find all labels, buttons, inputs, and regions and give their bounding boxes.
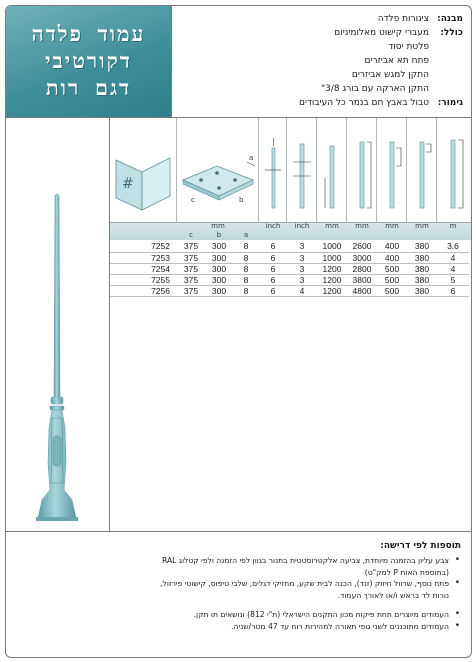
bracket-drawing-cell (110, 118, 177, 222)
pole-profile-cell (437, 118, 469, 222)
base-plate-drawing (177, 118, 259, 222)
pole-profile-cell (407, 118, 437, 222)
spec-table (110, 241, 469, 297)
table-cell: 8 (233, 252, 259, 263)
pole-profile-drawing (347, 118, 377, 222)
table-cell: 2800 (347, 263, 377, 274)
spec-value: צינורות פלדה (377, 14, 429, 24)
table-row (110, 274, 469, 285)
note-item-continuation: (בתוספת האות P למק"ט) (364, 567, 449, 577)
spec-row (178, 26, 463, 40)
table-cell: 4 (437, 252, 469, 263)
svg-text:b: b (239, 196, 244, 204)
spec-value: פתח תא אביזרים (364, 56, 429, 66)
spec-row (178, 68, 463, 82)
pole-profile-drawing (437, 118, 469, 222)
table-cell: 375 (177, 285, 205, 296)
table-cell: 3800 (347, 274, 377, 285)
table-cell: 6 (259, 241, 287, 252)
table-cell: 6 (259, 274, 287, 285)
spec-row (178, 40, 463, 54)
svg-text:a: a (249, 154, 254, 162)
table-cell: 3000 (347, 252, 377, 263)
catalog-sheet (5, 5, 472, 658)
table-cell: 4 (287, 285, 317, 296)
table-cell: 380 (407, 252, 437, 263)
base-plate-drawing-cell (177, 118, 259, 222)
spec-value: התקן למגש אביזרים (351, 70, 429, 80)
unit-label: m (449, 222, 457, 230)
table-cell: 8 (233, 241, 259, 252)
dimension-sub-labels (110, 231, 471, 240)
notes-title: תוספות לפי דרישה: (380, 541, 461, 551)
catalog-number: 7255 (110, 274, 177, 285)
spec-key (429, 54, 463, 68)
dimension-drawings (110, 118, 471, 222)
table-cell: 375 (177, 241, 205, 252)
units-row (110, 222, 471, 231)
spec-row (178, 54, 463, 68)
pole-profile-drawing (317, 118, 347, 222)
spec-key: גימור: (437, 98, 463, 108)
pole-profile-cell (287, 118, 317, 222)
table-cell: 500 (377, 263, 407, 274)
table-cell: 500 (377, 274, 407, 285)
pole-profile-cell (377, 118, 407, 222)
table-cell: 380 (407, 263, 437, 274)
spec-key (429, 82, 463, 96)
spec-value: מעברי קישוט מאלומיניום (334, 28, 429, 38)
bracket-drawing (110, 118, 177, 222)
pole-profile-cell (259, 118, 287, 222)
note-item: • צבע עליון בהזמנה מיוחדת, צביעה אלקטרוסטטית בתנור בגוון לפי הזמנה ולפי קטלוג RAL (16, 555, 461, 567)
table-cell: 3 (287, 274, 317, 285)
table-cell: 8 (233, 285, 259, 296)
product-title-line-1: עמוד פלדה (31, 22, 146, 46)
table-cell: 500 (377, 285, 407, 296)
unit-label: mm (415, 222, 429, 230)
pole-illustration-area (6, 118, 110, 531)
table-row (110, 263, 469, 274)
table-row (110, 285, 469, 296)
table-cell: 1000 (317, 252, 347, 263)
table-cell: 6 (259, 252, 287, 263)
table-cell: 1200 (317, 285, 347, 296)
table-cell: 2600 (347, 241, 377, 252)
table-cell: 300 (205, 241, 233, 252)
spec-table-area (110, 118, 471, 531)
sub-label-c: c (189, 231, 193, 239)
unit-label: inch (294, 222, 310, 230)
svg-text:c: c (191, 196, 195, 204)
table-cell: 300 (205, 263, 233, 274)
spec-key: כולל: (440, 28, 463, 38)
table-row (110, 252, 469, 263)
table-cell: 380 (407, 274, 437, 285)
unit-label: mm (355, 222, 369, 230)
catalog-number: 7252 (110, 241, 177, 252)
table-cell: 380 (407, 285, 437, 296)
table-cell: 1200 (317, 274, 347, 285)
pole-illustration (6, 118, 110, 531)
unit-label: inch (265, 222, 281, 230)
table-cell: 4800 (347, 285, 377, 296)
pole-profile-drawing (377, 118, 407, 222)
table-cell: 375 (177, 252, 205, 263)
pole-profile-cell (347, 118, 377, 222)
table-cell: 400 (377, 241, 407, 252)
product-title-line-2: דקורטיבי (45, 49, 132, 73)
spec-key: מבנה: (437, 14, 463, 24)
sub-label-b: b (216, 231, 222, 239)
table-cell: 3 (287, 241, 317, 252)
table-cell: 1200 (317, 263, 347, 274)
spec-value: התקן הארקה עם בורג 3/8" (321, 84, 429, 94)
spec-row (178, 96, 463, 110)
spec-row (178, 82, 463, 96)
table-cell: 3 (287, 263, 317, 274)
table-cell: 6 (437, 285, 469, 296)
table-cell: 8 (233, 274, 259, 285)
spec-value: פלטת יסוד (388, 42, 429, 52)
spec-key (429, 68, 463, 82)
table-cell: 375 (177, 274, 205, 285)
table-cell: 400 (377, 252, 407, 263)
sub-label-a: a (243, 231, 249, 239)
table-cell: 5 (437, 274, 469, 285)
pole-profile-cell (317, 118, 347, 222)
table-cell: 300 (205, 252, 233, 263)
table-cell: 8 (233, 263, 259, 274)
catalog-number: 7254 (110, 263, 177, 274)
spec-value: טבול באבץ חם בנמר כל העיבודים (299, 98, 429, 108)
svg-text:#: # (122, 176, 134, 192)
unit-label: mm (385, 222, 399, 230)
notes-list (16, 555, 461, 632)
table-cell: 6 (259, 263, 287, 274)
unit-label: mm (325, 222, 339, 230)
spec-box (172, 6, 471, 118)
table-cell: 300 (205, 274, 233, 285)
product-title-box (6, 6, 172, 118)
notes-section (6, 531, 471, 657)
unit-label: mm (211, 222, 225, 230)
pole-profile-drawing (259, 118, 287, 222)
table-cell: 3 (287, 252, 317, 263)
spec-key (429, 40, 463, 54)
pole-profile-drawing (407, 118, 437, 222)
table-cell: 1000 (317, 241, 347, 252)
note-item: • פתח נוסף, שרוול חיזוק (זנד), הכנה לבית שקע, מחזיקי דגלים, שלבי טיפוס, קישוטי פירזול, (16, 578, 461, 590)
table-row (110, 241, 469, 252)
table-cell: 3.6 (437, 241, 469, 252)
catalog-number: 7256 (110, 285, 177, 296)
table-cell: 375 (177, 263, 205, 274)
table-cell: 300 (205, 285, 233, 296)
table-cell: 4 (437, 263, 469, 274)
table-cell: 6 (259, 285, 287, 296)
note-item: • העמודים מיוצרים תחת פיקוח מכון התקנים הישראלי (ת"י 812) ונושאים תו תקן. (16, 609, 461, 621)
note-item: • העמודים מתוכננים לשני גופי תאורה למהירות רוח עד 47 מטר/שניה. (16, 621, 461, 633)
spec-row (178, 12, 463, 26)
catalog-number: 7253 (110, 252, 177, 263)
note-item-continuation: נורות לד בראש ו/או לאורך העמוד. (337, 590, 449, 600)
table-cell: 380 (407, 241, 437, 252)
pole-profile-drawing (287, 118, 317, 222)
product-title-line-3: דגם רות (45, 76, 132, 100)
